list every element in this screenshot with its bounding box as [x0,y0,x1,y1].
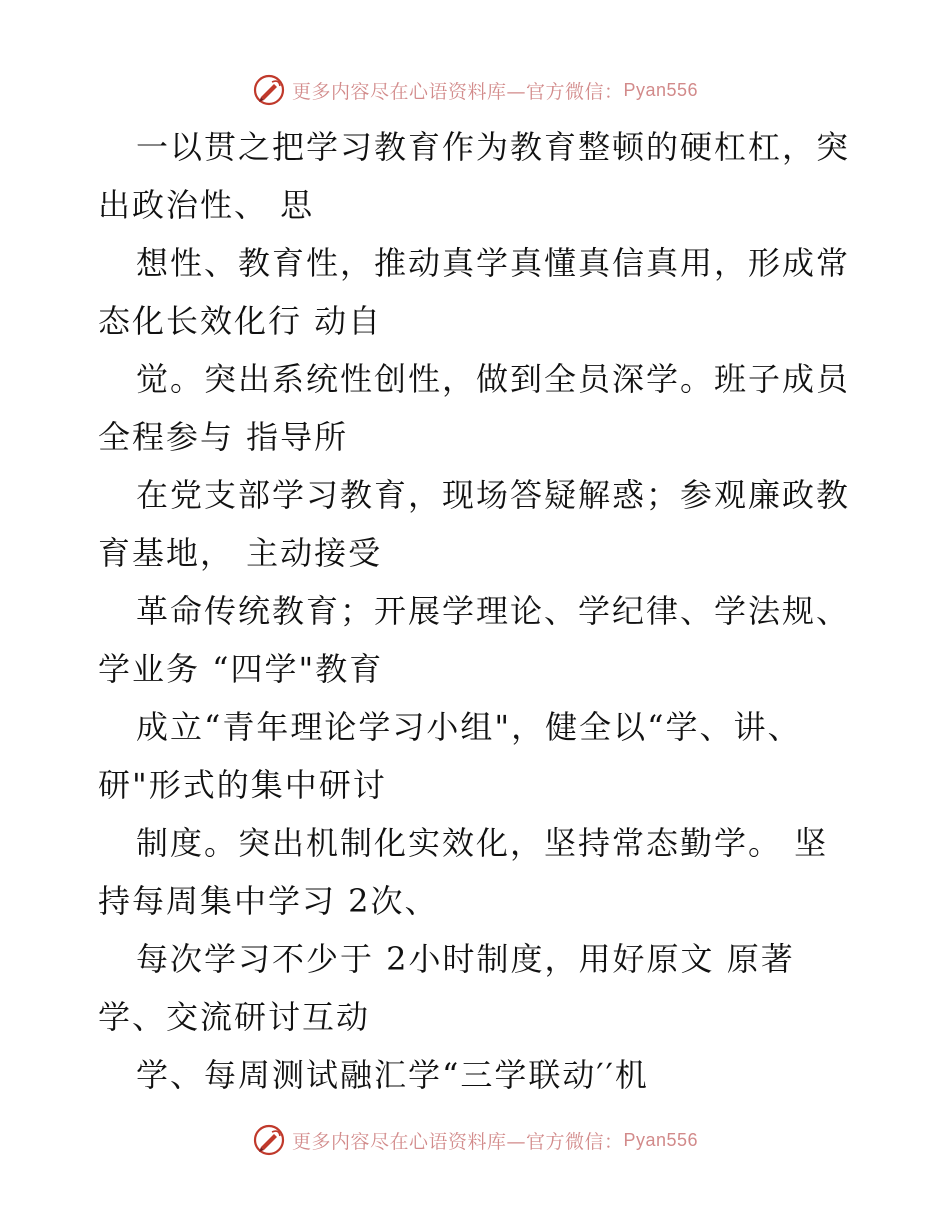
paragraph-8: 每次学习不少于 2小时制度，用好原文 原著学、交流研讨互动 [98,940,795,1036]
pen-logo-icon [252,1123,286,1157]
paragraph-4: 在党支部学习教育，现场答疑解惑；参观廉政教育基地， 主动接受 [98,476,851,572]
watermark-wechat-id: Pyan556 [623,79,699,100]
watermark-wechat-id: Pyan556 [623,1129,699,1150]
pen-logo-icon [252,73,286,107]
paragraph-6: 成立“青年理论学习小组"，健全以“学、讲、研"形式的集中研讨 [98,708,802,804]
paragraph-9: 学、每周测试融汇学“三学联动′′机 [136,1056,649,1094]
watermark-header [0,70,950,110]
paragraph-1: 一以贯之把学习教育作为教育整顿的硬杠杠，突出政治性、 思 [98,128,851,224]
paragraph-7: 制度。突出机制化实效化，坚持常态勤学。 坚持每周集中学习 2次、 [98,824,829,920]
watermark-site-text: 更多内容尽在心语资料库—官方微信： [291,80,624,103]
paragraph-5: 革命传统教育；开展学理论、学纪律、学法规、学业务 “四学"教育 [98,592,851,688]
paragraph-2: 想性、教育性，推动真学真懂真信真用，形成常态化长效化行 动自 [98,244,851,340]
document-body [98,118,858,1104]
watermark-footer [0,1120,950,1160]
paragraph-3: 觉。突出系统性创性，做到全员深学。班子成员全程参与 指导所 [98,360,851,456]
watermark-site-text: 更多内容尽在心语资料库—官方微信： [291,1130,624,1153]
